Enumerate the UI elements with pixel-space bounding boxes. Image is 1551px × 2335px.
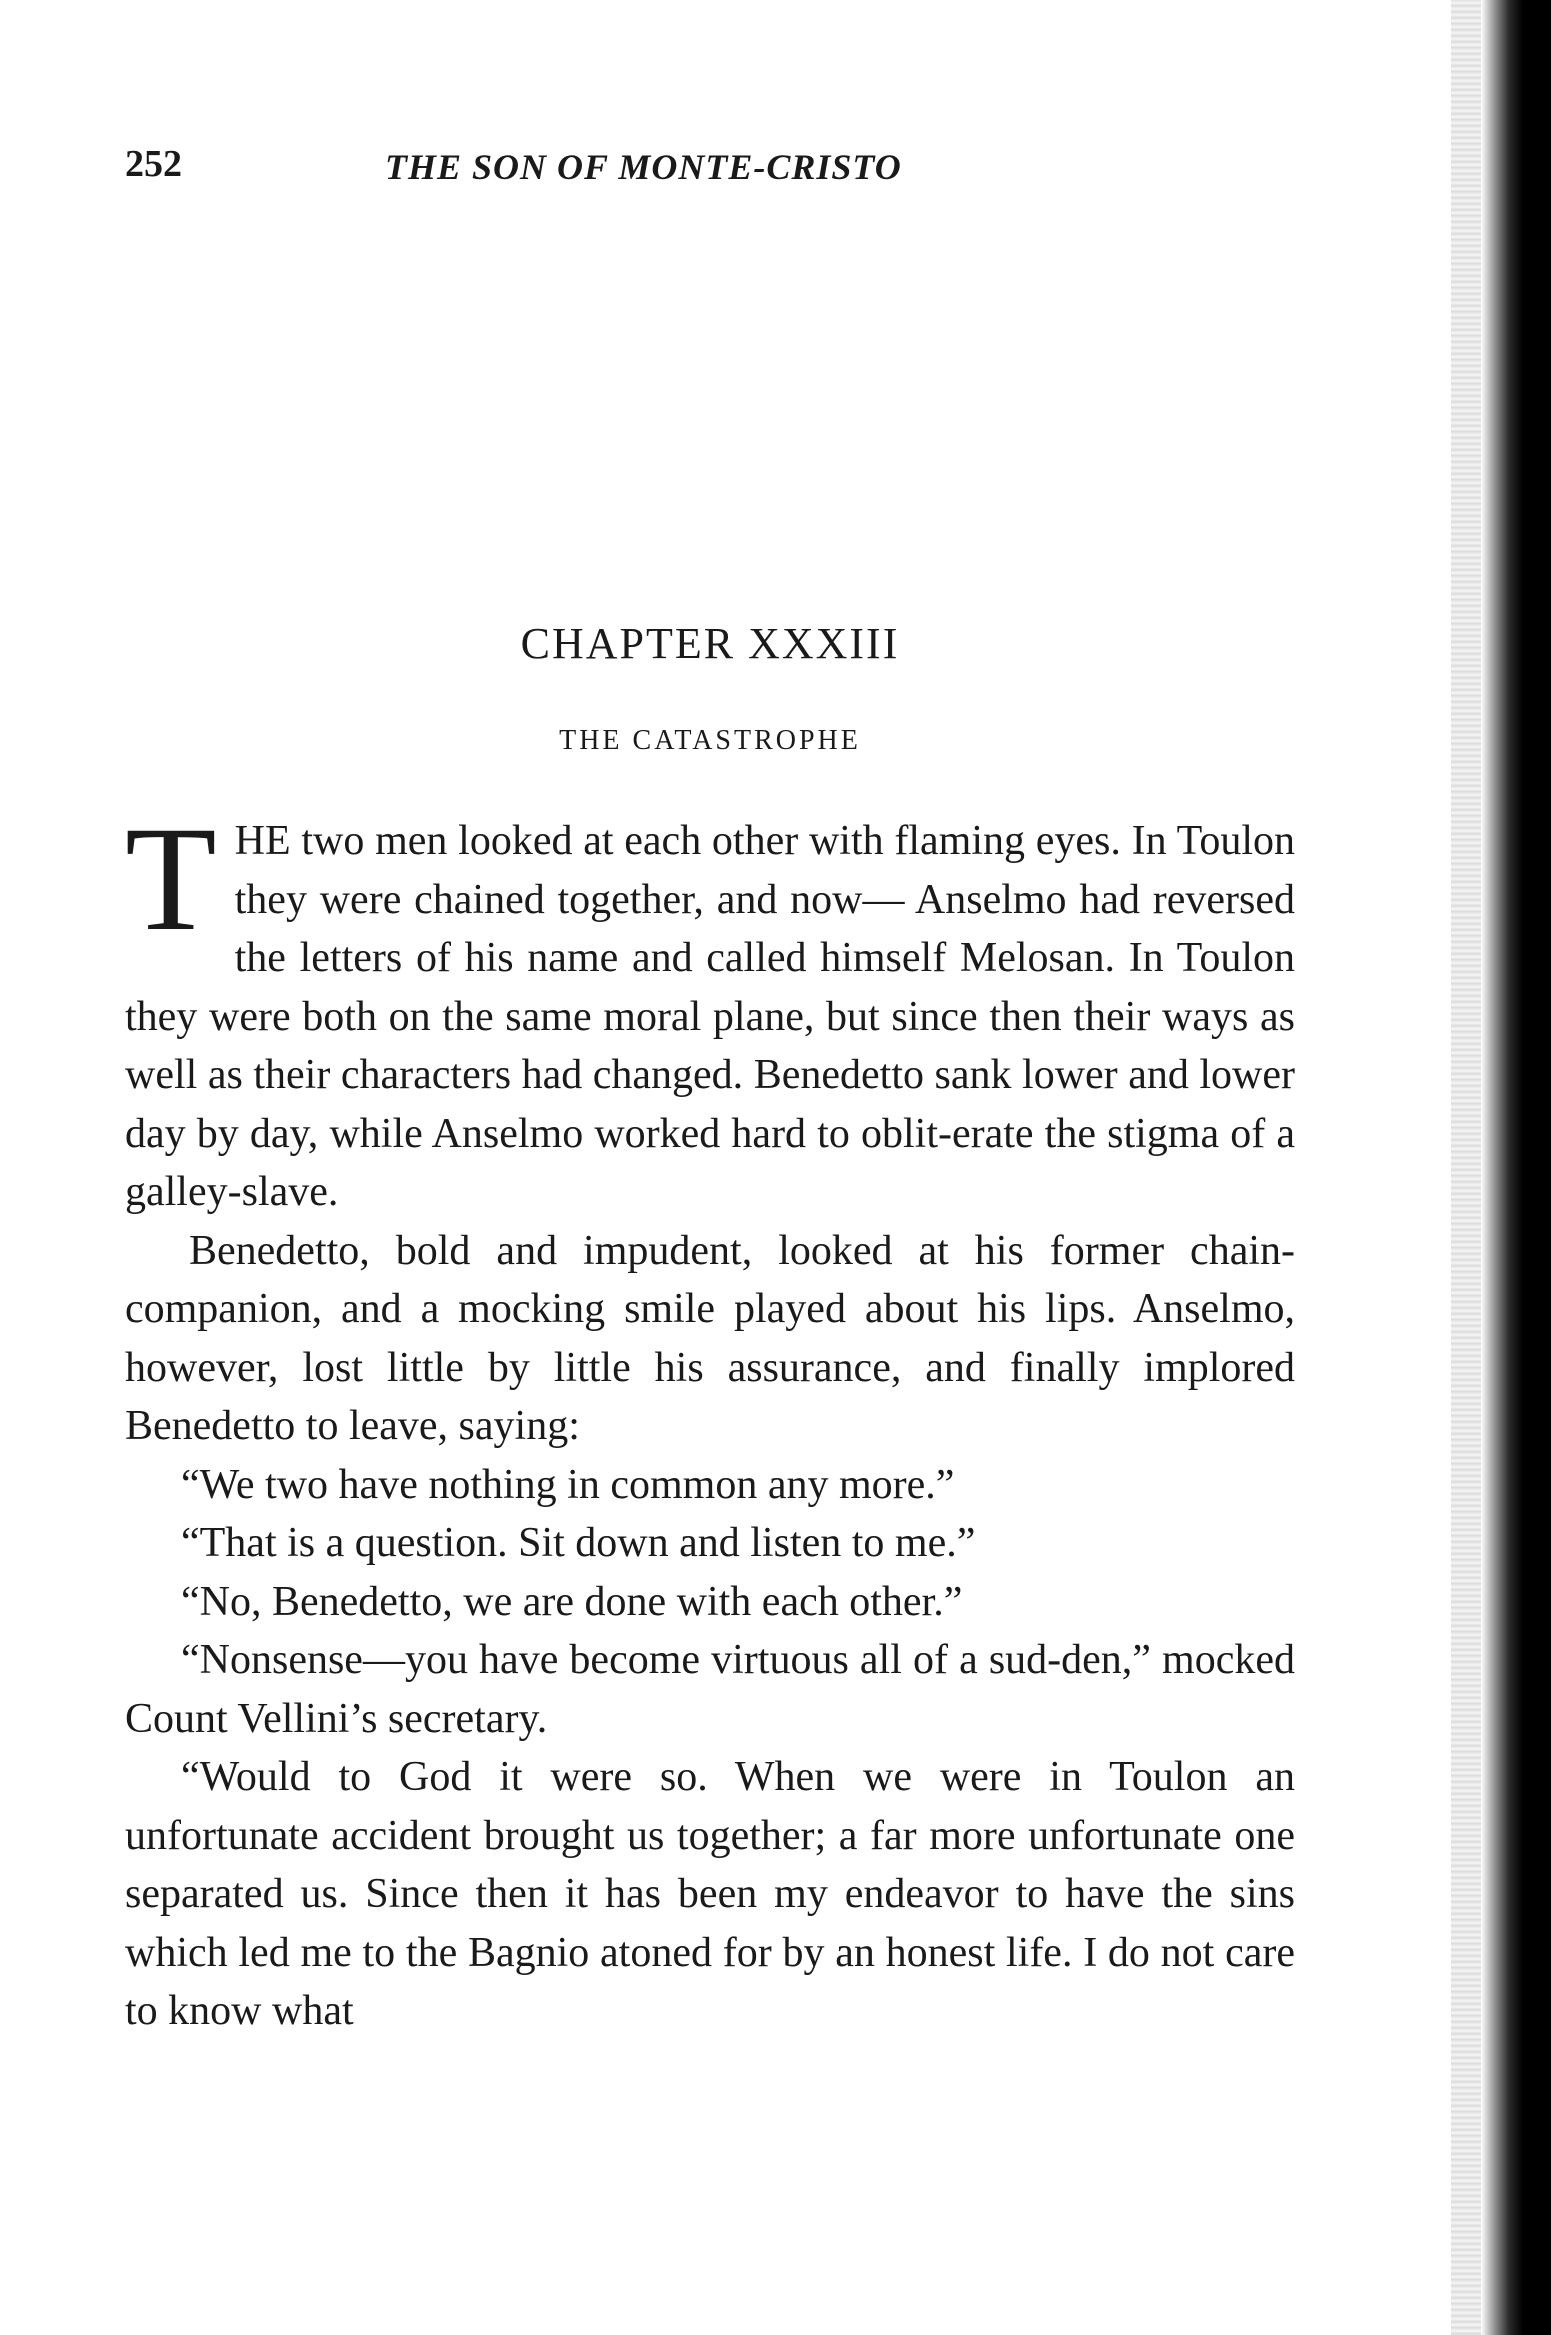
running-title: THE SON OF MONTE-CRISTO	[385, 147, 902, 187]
paragraph-opening	[125, 796, 1295, 1222]
dialogue-line: “Would to God it were so. When we were in Toulon an unfortunate accident brought us together; a far more unfortunate one separated us. Since then it has been my endeavor to have the sins which led me to the Bagnio atoned for by an honest life. I do not care to know what	[125, 1754, 1295, 2034]
dialogue-line: “We two have nothing in common any more.”	[181, 1461, 955, 1508]
running-head	[125, 142, 1295, 202]
dialogue-line: “That is a question. Sit down and listen to me.”	[181, 1520, 976, 1566]
dialogue-line: “No, Benedetto, we are done with each other.”	[181, 1578, 963, 1625]
paragraph-text: HE two men looked at each other with flaming eyes. In Toulon they were chained together, and now— Anselmo had reversed the letters of his name and called himself Melosan. In Toulon they were both on the same moral plane, but since then their ways as well as their characters had changed. Benedetto sank lower and lower day by day, while Anselmo worked hard to oblit-erate the stigma of a galley-slave.	[125, 818, 1295, 1215]
chapter-heading: CHAPTER XXXIII	[520, 619, 900, 668]
page-number: 252	[125, 143, 182, 185]
body-text	[125, 796, 1295, 2041]
page-binding-edge	[1481, 0, 1551, 2335]
drop-cap: T	[125, 796, 217, 962]
paragraph: Benedetto, bold and impudent, looked at his former chain-companion, and a mocking smile played about his lips. Anselmo, however, lost little by little his assurance, and finally implored Benedetto to leave, saying:	[125, 1227, 1295, 1449]
dialogue-line: “Nonsense—you have become virtuous all of a sud-den,” mocked Count Vellini’s secretary.	[125, 1637, 1295, 1742]
chapter-subtitle: THE CATASTROPHE	[559, 725, 861, 756]
page-binding-shadow	[1451, 0, 1481, 2335]
